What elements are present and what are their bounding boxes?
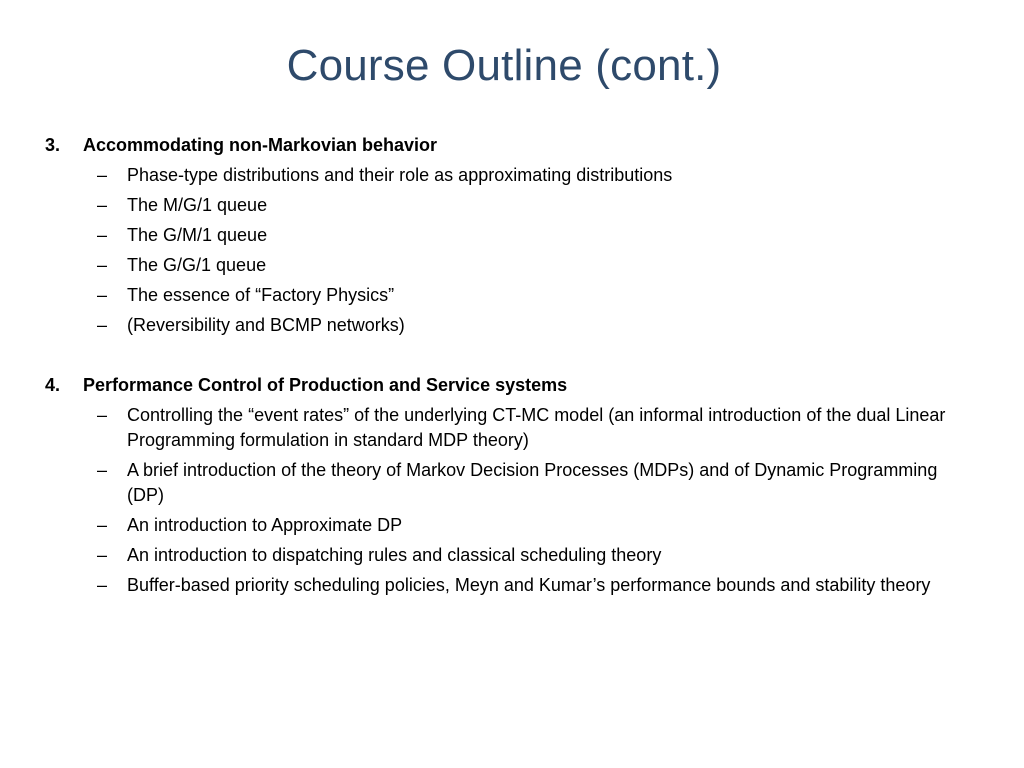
list-item [45, 313, 965, 338]
list-item-text: The G/G/1 queue [127, 255, 267, 275]
dash-bullet: – [97, 575, 108, 595]
outline-section-4 [45, 373, 965, 603]
list-item-text: The essence of “Factory Physics” [127, 285, 395, 305]
list-item [45, 163, 965, 188]
dash-bullet: – [97, 515, 108, 535]
list-item [45, 193, 965, 218]
list-item [45, 513, 965, 538]
list-item-text: (Reversibility and BCMP networks) [127, 315, 405, 335]
list-item-text: The M/G/1 queue [127, 195, 268, 215]
sub-item-list [45, 403, 965, 598]
section-heading [45, 373, 965, 397]
list-item [45, 403, 965, 453]
sub-item-list [45, 163, 965, 338]
dash-bullet: – [97, 545, 108, 565]
list-item-text: The G/M/1 queue [127, 225, 268, 245]
dash-bullet: – [97, 315, 108, 335]
section-title: Performance Control of Production and Service systems [83, 375, 568, 395]
list-item [45, 253, 965, 278]
dash-bullet: – [97, 460, 108, 480]
outline-section-3 [45, 133, 965, 343]
list-item [45, 573, 965, 598]
dash-bullet: – [97, 405, 108, 425]
dash-bullet: – [97, 195, 108, 215]
list-item [45, 283, 965, 308]
section-title: Accommodating non-Markovian behavior [83, 135, 438, 155]
dash-bullet: – [97, 285, 108, 305]
list-item-text: Phase-type distributions and their role as approximating distributions [127, 165, 673, 185]
list-item-text: A brief introduction of the theory of Markov Decision Processes (MDPs) and of Dynamic Programming (DP) [127, 460, 938, 505]
list-item [45, 543, 965, 568]
dash-bullet: – [97, 225, 108, 245]
section-number: 4. [45, 375, 61, 395]
list-item-text: An introduction to Approximate DP [127, 515, 403, 535]
list-item [45, 223, 965, 248]
dash-bullet: – [97, 255, 108, 275]
list-item-text: Buffer-based priority scheduling policies, Meyn and Kumar’s performance bounds and stability theory [127, 575, 931, 595]
list-item [45, 458, 965, 508]
section-heading [45, 133, 965, 157]
dash-bullet: – [97, 165, 108, 185]
section-number: 3. [45, 135, 61, 155]
list-item-text: An introduction to dispatching rules and classical scheduling theory [127, 545, 662, 565]
slide-title: Course Outline (cont.) [286, 41, 722, 90]
list-item-text: Controlling the “event rates” of the underlying CT-MC model (an informal introduction of the dual Linear Programming formulation in standard MDP theory) [127, 405, 946, 450]
